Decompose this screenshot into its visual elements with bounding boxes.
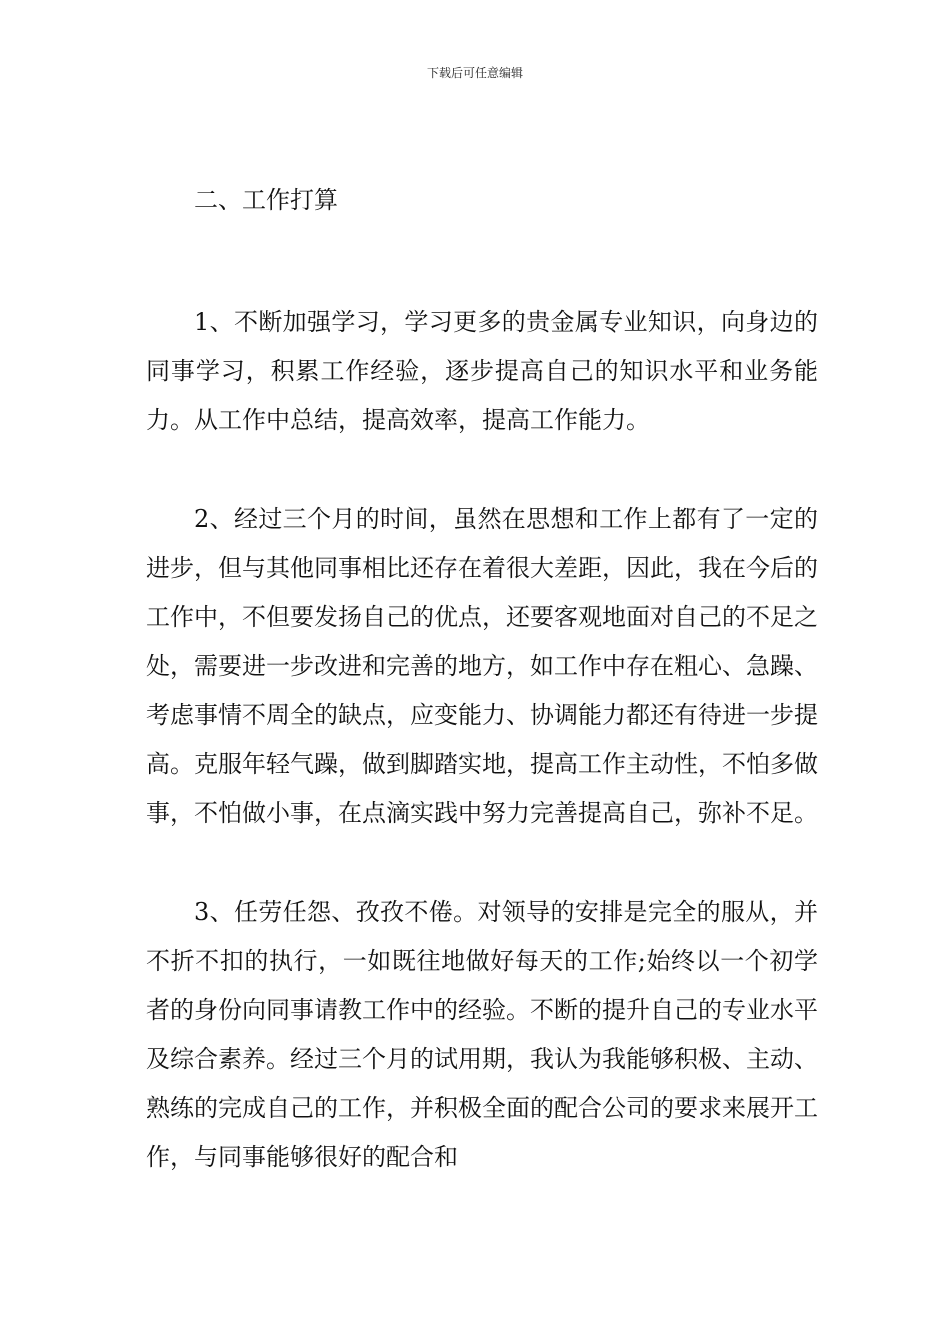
document-body — [146, 180, 818, 1182]
paragraph-3: 3、任劳任怨、孜孜不倦。对领导的安排是完全的服从，并不折不扣的执行，一如既往地做好每天的工作;始终以一个初学者的身份向同事请教工作中的经验。不断的提升自己的专业水平及综合素养。经过三个月的试用期，我认为我能够积极、主动、熟练的完成自己的工作，并积极全面的配合公司的要求来展开工作，与同事能够很好的配合和 — [146, 898, 818, 1171]
section-title: 二、工作打算 — [194, 186, 338, 214]
header-note: 下载后可任意编辑 — [426, 66, 523, 80]
paragraph-2: 2、经过三个月的时间，虽然在思想和工作上都有了一定的进步，但与其他同事相比还存在着很大差距，因此，我在今后的工作中，不但要发扬自己的优点，还要客观地面对自己的不足之处，需要进一步改进和完善的地方，如工作中存在粗心、急躁、考虑事情不周全的缺点，应变能力、协调能力都还有待进一步提高。克服年轻气躁，做到脚踏实地，提高工作主动性，不怕多做事，不怕做小事，在点滴实践中努力完善提高自己，弥补不足。 — [146, 505, 818, 827]
paragraph-1: 1、不断加强学习，学习更多的贵金属专业知识，向身边的同事学习，积累工作经验，逐步提高自己的知识水平和业务能力。从工作中总结，提高效率，提高工作能力。 — [146, 308, 818, 434]
